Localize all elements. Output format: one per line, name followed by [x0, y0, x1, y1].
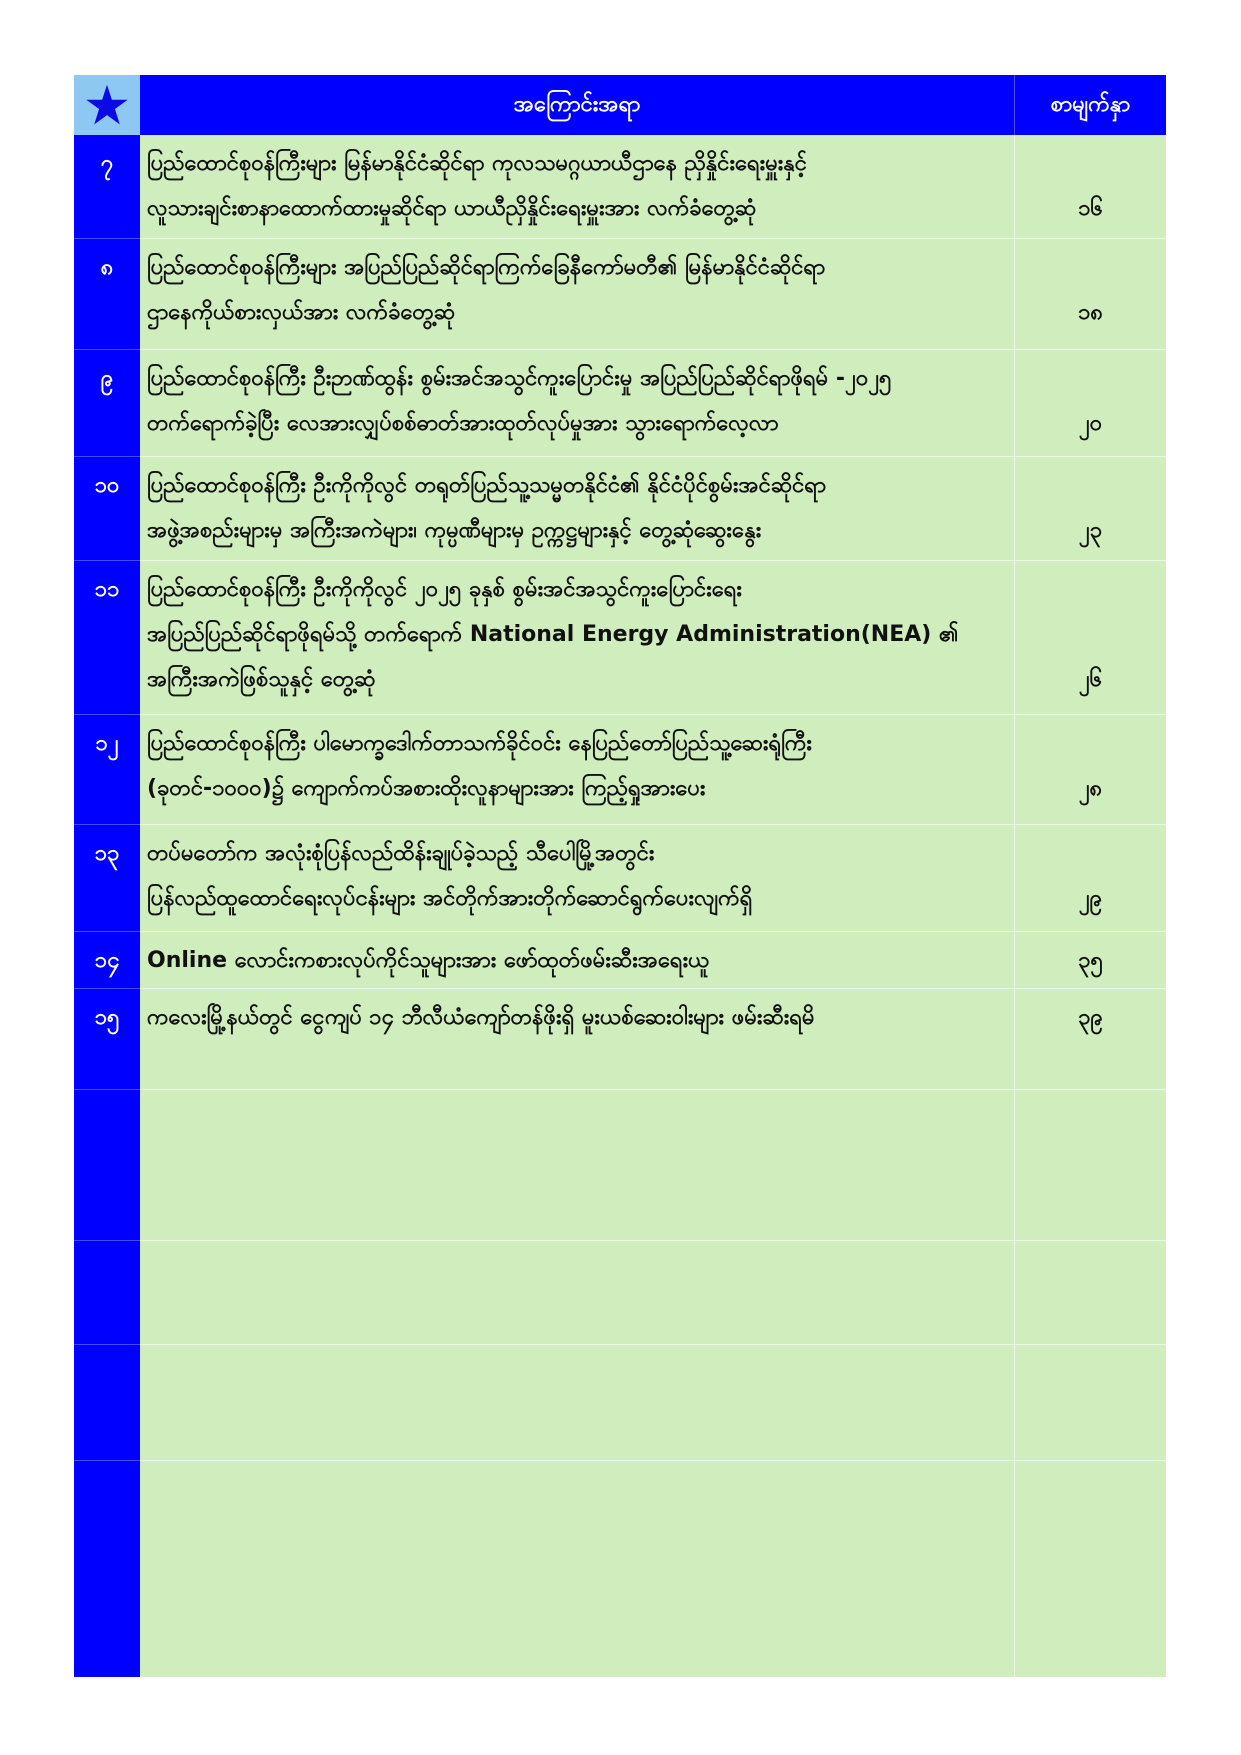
- entry-page: ၂၆: [1078, 667, 1103, 692]
- entry-page-cell: [1015, 350, 1166, 457]
- empty-number-cell: [74, 1090, 140, 1241]
- entry-title-line: အဖွဲ့အစည်းများမှ အကြီးအကဲများ၊ ကုမ္ပဏီများမှ ဥက္ကဋ္ဌများနှင့် တွေ့ဆုံဆွေးနွေး: [147, 518, 762, 543]
- entry-title-cell: [140, 239, 1015, 350]
- entry-page-cell: [1015, 989, 1166, 1090]
- empty-row: [74, 1241, 1166, 1345]
- entry-title-cell: [140, 825, 1015, 932]
- entry-title-line: ပြန်လည်ထူထောင်ရေးလုပ်ငန်းများ အင်တိုက်အားတိုက်ဆောင်ရွက်ပေးလျက်ရှိ: [147, 886, 753, 911]
- entry-title-line: လူသားချင်းစာနာထောက်ထားမှုဆိုင်ရာ ယာယီညှိနှိုင်းရေးမှူးအား လက်ခံတွေ့ဆုံ: [147, 196, 757, 221]
- entry-title-line: Online လောင်းကစားလုပ်ကိုင်သူများအား ဖော်ထုတ်ဖမ်းဆီးအရေးယူ: [147, 948, 710, 973]
- toc-entry: [74, 715, 1166, 825]
- toc-entry: [74, 239, 1166, 350]
- entry-number: ၉: [100, 366, 114, 391]
- header-page-label: စာမျက်နှာ: [1015, 75, 1166, 135]
- entry-title-line: ကလေးမြို့နယ်တွင် ငွေကျပ် ၁၄ ဘီလီယံကျော်တန်ဖိုးရှိ မူးယစ်ဆေးဝါးများ ဖမ်းဆီးရမိ: [147, 1005, 815, 1030]
- entry-title-line: ပြည်ထောင်စုဝန်ကြီး ဦးကိုကိုလွင် တရုတ်ပြည်သူ့သမ္မတနိုင်ငံ၏ နိုင်ငံပိုင်စွမ်းအင်ဆိုင်ရာ: [147, 473, 827, 498]
- toc-entry: [74, 135, 1166, 239]
- entry-page-cell: [1015, 715, 1166, 825]
- entry-title-line: အပြည်ပြည်ဆိုင်ရာဖိုရမ်သို့ တက်ရောက် National Energy Administration(NEA) ၏: [147, 622, 959, 647]
- entry-title-cell: [140, 932, 1015, 989]
- entry-title-line: ပြည်ထောင်စုဝန်ကြီး ဦးဉာဏ်ထွန်း စွမ်းအင်အသွင်ကူးပြောင်းမှု အပြည်ပြည်ဆိုင်ရာဖိုရမ် -၂၀၂၅: [147, 366, 892, 391]
- entry-number: ၁၅: [94, 1005, 120, 1030]
- entry-page-cell: [1015, 457, 1166, 561]
- entry-page: ၂၈: [1078, 776, 1103, 801]
- entry-title-line: အကြီးအကဲဖြစ်သူနှင့် တွေ့ဆုံ: [147, 667, 376, 692]
- entry-page-cell: [1015, 932, 1166, 989]
- empty-page-cell: [1015, 1345, 1166, 1461]
- entry-number: ၁၃: [94, 841, 120, 866]
- entry-number: ၁၄: [94, 948, 120, 973]
- star-icon: [85, 83, 129, 127]
- toc-entry: [74, 457, 1166, 561]
- entry-number-cell: [74, 561, 140, 715]
- empty-page-cell: [1015, 1461, 1166, 1677]
- entry-title-line: ပြည်ထောင်စုဝန်ကြီး ဦးကိုကိုလွင် ၂၀၂၅ ခုနှစ် စွမ်းအင်အသွင်ကူးပြောင်းရေး: [147, 577, 743, 602]
- entry-number: ၇: [100, 151, 114, 176]
- header-contents-label: အကြောင်းအရာ: [140, 75, 1015, 135]
- entry-title-cell: [140, 350, 1015, 457]
- toc-entry: [74, 932, 1166, 989]
- entry-number: ၁၀: [94, 473, 120, 498]
- entry-page: ၂၉: [1078, 886, 1103, 911]
- empty-title-cell: [140, 1241, 1015, 1345]
- entry-number-cell: [74, 715, 140, 825]
- entry-page-cell: [1015, 135, 1166, 239]
- empty-row: [74, 1345, 1166, 1461]
- entry-title-cell: [140, 457, 1015, 561]
- entry-page-cell: [1015, 825, 1166, 932]
- entry-number-cell: [74, 135, 140, 239]
- entry-number-cell: [74, 989, 140, 1090]
- toc-entry: [74, 825, 1166, 932]
- empty-number-cell: [74, 1461, 140, 1677]
- entry-page: ၁၈: [1078, 300, 1103, 325]
- entry-title-line: ပြည်ထောင်စုဝန်ကြီးများ အပြည်ပြည်ဆိုင်ရာကြက်ခြေနီကော်မတီ၏ မြန်မာနိုင်ငံဆိုင်ရာ: [147, 255, 826, 280]
- entry-title-line: တက်ရောက်ခဲ့ပြီး လေအားလျှပ်စစ်ဓာတ်အားထုတ်လုပ်မှုအား သွားရောက်လေ့လာ: [147, 411, 779, 436]
- toc-entry: [74, 989, 1166, 1090]
- entry-page: ၃၉: [1078, 1005, 1103, 1030]
- entry-page: ၂၃: [1078, 518, 1103, 543]
- empty-row: [74, 1090, 1166, 1241]
- star-cell: [74, 75, 140, 135]
- header-row: [74, 75, 1166, 135]
- entry-title-cell: [140, 989, 1015, 1090]
- entry-page-cell: [1015, 239, 1166, 350]
- table-of-contents: [74, 75, 1166, 1677]
- entry-title-cell: [140, 135, 1015, 239]
- entry-number-cell: [74, 239, 140, 350]
- entry-number-cell: [74, 350, 140, 457]
- empty-title-cell: [140, 1345, 1015, 1461]
- entry-title-line: (ခုတင်-၁၀၀၀)၌ ကျောက်ကပ်အစားထိုးလူနာများအား ကြည့်ရှုအားပေး: [147, 776, 706, 801]
- empty-title-cell: [140, 1090, 1015, 1241]
- entry-number: ၁၁: [94, 577, 120, 602]
- entry-number-cell: [74, 457, 140, 561]
- entry-page: ၂၀: [1078, 411, 1103, 436]
- entry-number: ၈: [100, 255, 114, 280]
- empty-number-cell: [74, 1241, 140, 1345]
- entry-number: ၁၂: [95, 731, 119, 756]
- empty-number-cell: [74, 1345, 140, 1461]
- entry-title-cell: [140, 561, 1015, 715]
- toc-entry: [74, 350, 1166, 457]
- entry-title-line: တပ်မတော်က အလုံးစုံပြန်လည်ထိန်းချုပ်ခဲ့သည့် သီပေါမြို့အတွင်း: [147, 841, 655, 866]
- entry-page: ၁၆: [1078, 196, 1103, 221]
- entry-title-line: ပြည်ထောင်စုဝန်ကြီးများ မြန်မာနိုင်ငံဆိုင်ရာ ကုလသမဂ္ဂယာယီဌာနေ ညှိနှိုင်းရေးမှူးနှင့်: [147, 151, 807, 176]
- entry-page-cell: [1015, 561, 1166, 715]
- empty-page-cell: [1015, 1090, 1166, 1241]
- entry-number-cell: [74, 932, 140, 989]
- empty-page-cell: [1015, 1241, 1166, 1345]
- entry-number-cell: [74, 825, 140, 932]
- toc-entry: [74, 561, 1166, 715]
- empty-row: [74, 1461, 1166, 1677]
- empty-title-cell: [140, 1461, 1015, 1677]
- entry-page: ၃၅: [1078, 948, 1103, 973]
- entry-title-line: ဌာနေကိုယ်စားလှယ်အား လက်ခံတွေ့ဆုံ: [147, 300, 456, 325]
- entry-title-line: ပြည်ထောင်စုဝန်ကြီး ပါမောက္ခဒေါက်တာသက်ခိုင်ဝင်း နေပြည်တော်ပြည်သူ့ဆေးရုံကြီး: [147, 731, 812, 756]
- entry-title-cell: [140, 715, 1015, 825]
